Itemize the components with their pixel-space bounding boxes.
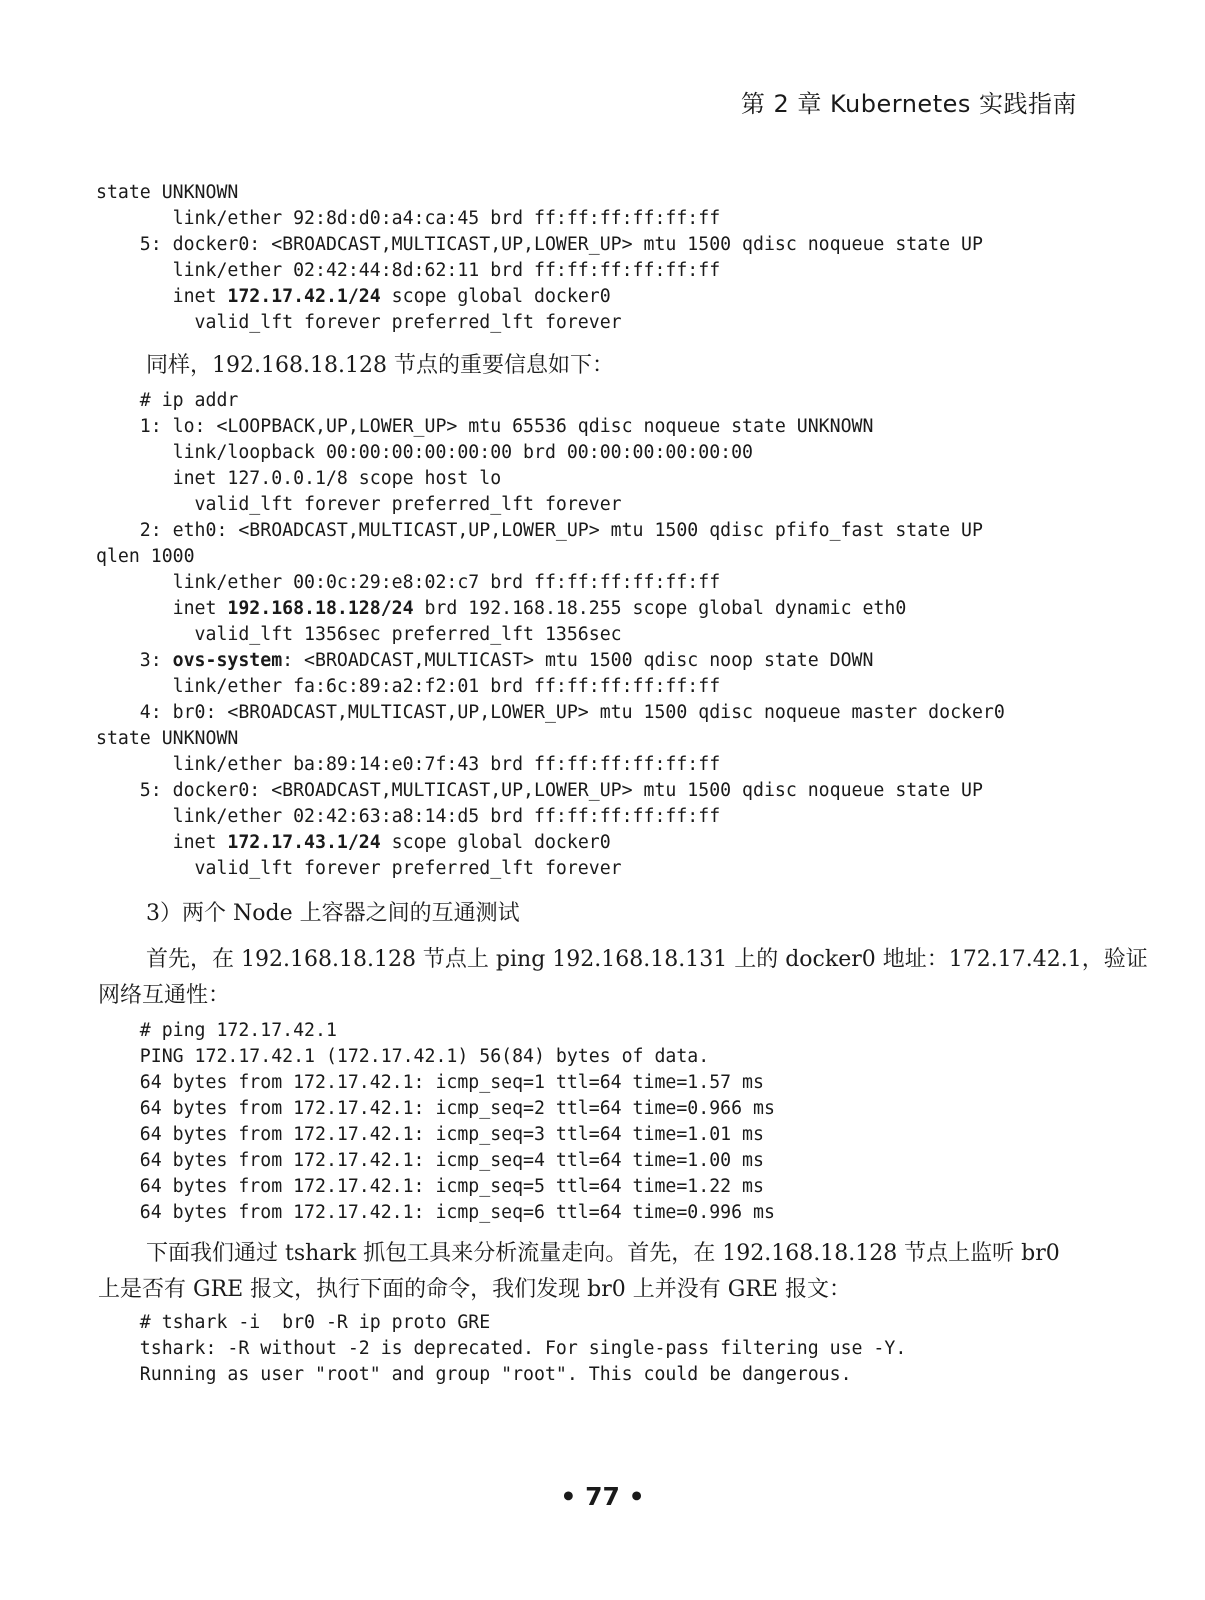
paragraph-ping-intro-line1: 首先，在 192.168.18.128 节点上 ping 192.168.18.131 上的 docker0 地址：172.17.42.1，验证 — [146, 947, 1148, 972]
code-line: link/ether 02:42:44:8d:62:11 brd ff:ff:ff:ff:ff:ff — [96, 260, 721, 281]
code-line: 1: lo: <LOOPBACK,UP,LOWER_UP> mtu 65536 qdisc noqueue state UNKNOWN — [96, 416, 874, 437]
code-line: valid_lft forever preferred_lft forever — [96, 312, 622, 333]
inet-address: 172.17.42.1/24 — [227, 286, 381, 307]
code-line: valid_lft forever preferred_lft forever — [96, 494, 622, 515]
code-line: 5: docker0: <BROADCAST,MULTICAST,UP,LOWER_UP> mtu 1500 qdisc noqueue state UP — [96, 234, 983, 255]
code-line: inet 127.0.0.1/8 scope host lo — [96, 468, 502, 489]
code-line: inet 192.168.18.128/24 brd 192.168.18.255 scope global dynamic eth0 — [96, 598, 907, 619]
code-line: 64 bytes from 172.17.42.1: icmp_seq=2 ttl=64 time=0.966 ms — [96, 1098, 775, 1119]
code-block-node128-ip-addr — [96, 388, 1005, 882]
code-line: 4: br0: <BROADCAST,MULTICAST,UP,LOWER_UP> mtu 1500 qdisc noqueue master docker0 — [96, 702, 1005, 723]
paragraph-tshark-intro-line2: 上是否有 GRE 报文，执行下面的命令，我们发现 br0 上并没有 GRE 报文： — [98, 1277, 851, 1302]
paragraph-ping-intro-line2: 网络互通性： — [98, 983, 231, 1008]
inet-address: 192.168.18.128/24 — [227, 598, 414, 619]
code-line: link/loopback 00:00:00:00:00:00 brd 00:00:00:00:00:00 — [96, 442, 753, 463]
paragraph-node128-intro: 同样，192.168.18.128 节点的重要信息如下： — [146, 353, 614, 378]
code-line: valid_lft 1356sec preferred_lft 1356sec — [96, 624, 622, 645]
code-line: 64 bytes from 172.17.42.1: icmp_seq=4 ttl=64 time=1.00 ms — [96, 1150, 764, 1171]
code-line: 64 bytes from 172.17.42.1: icmp_seq=6 ttl=64 time=0.996 ms — [96, 1202, 775, 1223]
code-line: link/ether 02:42:63:a8:14:d5 brd ff:ff:ff:ff:ff:ff — [96, 806, 721, 827]
code-line: state UNKNOWN — [96, 182, 239, 203]
paragraph-tshark-intro-line1: 下面我们通过 tshark 抓包工具来分析流量走向。首先，在 192.168.18.128 节点上监听 br0 — [146, 1241, 1060, 1266]
code-block-tshark — [96, 1310, 906, 1388]
code-block-node131-tail — [96, 180, 983, 336]
code-line: 2: eth0: <BROADCAST,MULTICAST,UP,LOWER_UP> mtu 1500 qdisc pfifo_fast state UP — [96, 520, 983, 541]
page-number: • 77 • — [560, 1482, 645, 1511]
code-line: link/ether ba:89:14:e0:7f:43 brd ff:ff:ff:ff:ff:ff — [96, 754, 721, 775]
chapter-header: 第 2 章 Kubernetes 实践指南 — [740, 90, 1077, 118]
code-block-ping — [96, 1018, 775, 1226]
code-line: PING 172.17.42.1 (172.17.42.1) 56(84) bytes of data. — [96, 1046, 710, 1067]
code-line: # tshark -i br0 -R ip proto GRE — [96, 1312, 491, 1333]
code-line: qlen 1000 — [96, 546, 195, 567]
code-line: link/ether 92:8d:d0:a4:ca:45 brd ff:ff:ff:ff:ff:ff — [96, 208, 721, 229]
code-line: state UNKNOWN — [96, 728, 239, 749]
code-line: # ping 172.17.42.1 — [96, 1020, 337, 1041]
code-line: tshark: -R without -2 is deprecated. For single-pass filtering use -Y. — [96, 1338, 907, 1359]
code-line: valid_lft forever preferred_lft forever — [96, 858, 622, 879]
code-line: Running as user "root" and group "root". This could be dangerous. — [96, 1364, 852, 1385]
code-line: link/ether fa:6c:89:a2:f2:01 brd ff:ff:ff:ff:ff:ff — [96, 676, 721, 697]
interface-name: ovs-system — [172, 650, 283, 671]
code-line: 64 bytes from 172.17.42.1: icmp_seq=1 ttl=64 time=1.57 ms — [96, 1072, 764, 1093]
section-heading-container-test: 3）两个 Node 上容器之间的互通测试 — [146, 901, 520, 926]
code-line: inet 172.17.43.1/24 scope global docker0 — [96, 832, 611, 853]
code-line: inet 172.17.42.1/24 scope global docker0 — [96, 286, 611, 307]
code-line: 64 bytes from 172.17.42.1: icmp_seq=3 ttl=64 time=1.01 ms — [96, 1124, 764, 1145]
code-line: link/ether 00:0c:29:e8:02:c7 brd ff:ff:ff:ff:ff:ff — [96, 572, 721, 593]
code-line: # ip addr — [96, 390, 239, 411]
inet-address: 172.17.43.1/24 — [227, 832, 381, 853]
code-line: 3: ovs-system: <BROADCAST,MULTICAST> mtu 1500 qdisc noop state DOWN — [96, 650, 874, 671]
code-line: 64 bytes from 172.17.42.1: icmp_seq=5 ttl=64 time=1.22 ms — [96, 1176, 764, 1197]
code-line: 5: docker0: <BROADCAST,MULTICAST,UP,LOWER_UP> mtu 1500 qdisc noqueue state UP — [96, 780, 983, 801]
